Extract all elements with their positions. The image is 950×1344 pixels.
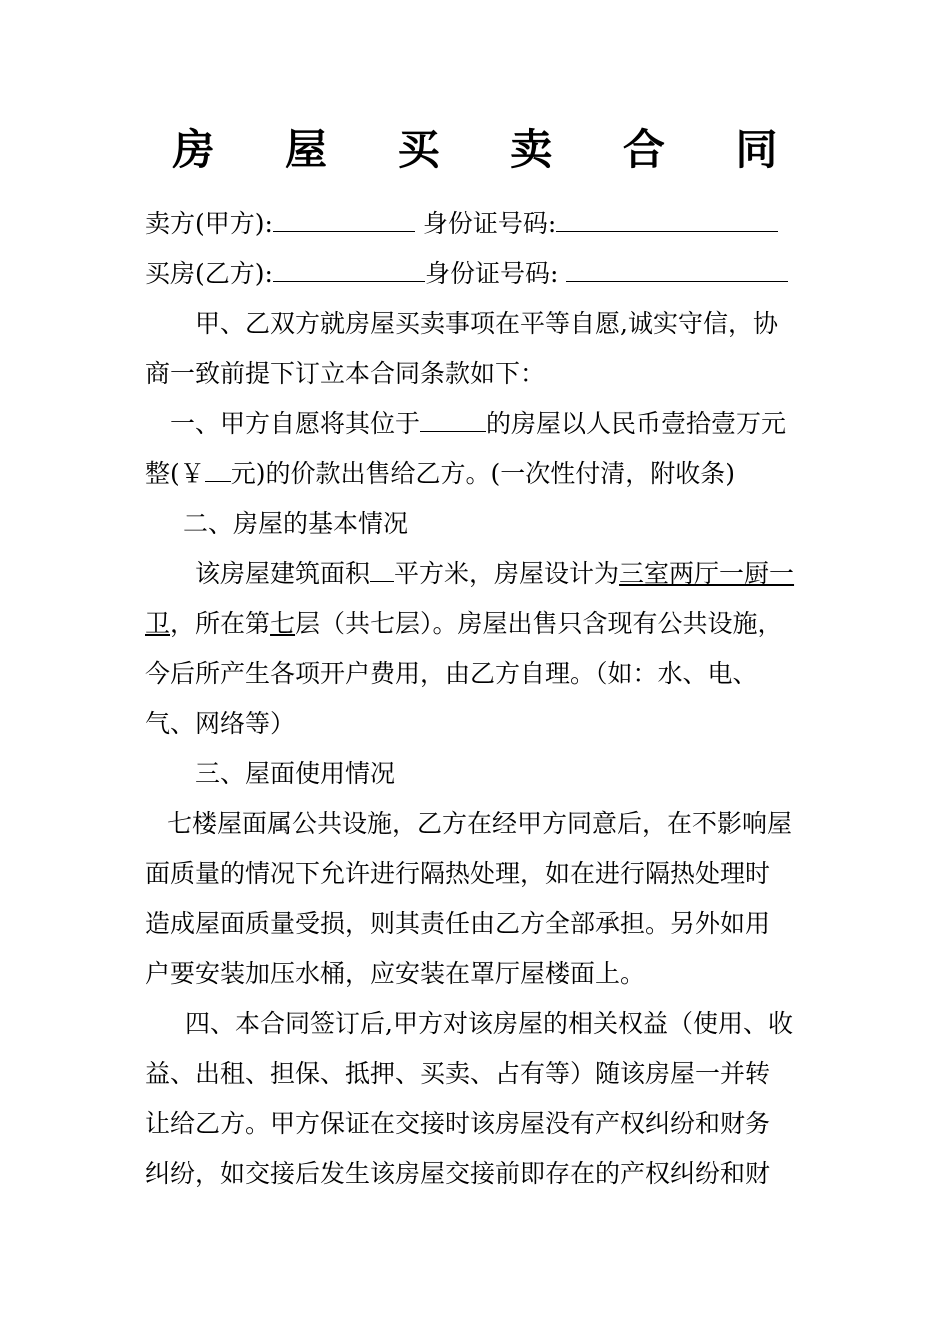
clause1-line-1 [145, 406, 850, 442]
clause2-line-1 [145, 556, 875, 592]
area-blank [370, 559, 394, 582]
clause2-line-2 [145, 606, 825, 642]
seller-name-blank [273, 209, 415, 232]
clause2-text-a: 该房屋建筑面积 [195, 559, 371, 588]
room-layout-value-end: 卫 [145, 609, 171, 638]
intro-line-1: 甲、乙双方就房屋买卖事项在平等自愿,诚实守信，协 [195, 309, 778, 338]
clause3-line-2: 面质量的情况下允许进行隔热处理，如在进行隔热处理时 [145, 859, 771, 888]
clause2-text-c: ，所在第 [170, 609, 271, 638]
clause3-line-4: 户要安装加压水桶，应安装在罩厅屋楼面上。 [145, 959, 646, 988]
seller-line [145, 206, 825, 242]
buyer-name-blank [273, 259, 425, 282]
seller-id-label: 身份证号码: [422, 209, 557, 238]
price-amount-blank [205, 459, 231, 482]
buyer-line [145, 256, 825, 292]
clause2-line-3: 今后所产生各项开户费用，由乙方自理。（如：水、电、 [145, 659, 758, 688]
buyer-label: 买房(乙方): [145, 259, 273, 288]
property-location-blank [420, 409, 486, 432]
clause1-line-2 [145, 456, 825, 492]
clause3-heading: 三、屋面使用情况 [195, 759, 396, 788]
clause2-text-b: 平方米，房屋设计为 [394, 559, 620, 588]
clause1-text-d: 元)的价款出售给乙方。(一次性付清，附收条) [230, 459, 736, 488]
clause2-heading: 二、房屋的基本情况 [183, 509, 409, 538]
clause4-line-1: 四、本合同签订后,甲方对该房屋的相关权益（使用、收 [185, 1009, 793, 1038]
clause1-text-b: 的房屋以人民币壹拾壹万元 [486, 409, 787, 438]
clause3-line-1: 七楼屋面属公共设施，乙方在经甲方同意后，在不影响屋 [167, 809, 793, 838]
clause4-line-2: 益、出租、担保、抵押、买卖、占有等）随该房屋一并转 [145, 1059, 771, 1088]
clause3-line-3: 造成屋面质量受损，则其责任由乙方全部承担。另外如用 [145, 909, 771, 938]
seller-id-blank [556, 209, 778, 232]
clause1-text-c: 整(￥ [145, 459, 205, 488]
clause4-line-4: 纠纷，如交接后发生该房屋交接前即存在的产权纠纷和财 [145, 1159, 771, 1188]
buyer-id-blank [566, 259, 788, 282]
clause2-text-d: 层（共七层）。房屋出售只含现有公共设施， [295, 609, 783, 638]
clause1-text-a: 一、甲方自愿将其位于 [170, 409, 421, 438]
floor-value: 七 [270, 609, 296, 638]
buyer-id-label: 身份证号码: [424, 259, 567, 288]
seller-label: 卖方(甲方): [145, 209, 273, 238]
clause2-line-4: 气、网络等） [145, 709, 296, 738]
room-layout-value: 三室两厅一厨一 [619, 559, 795, 588]
document-title: 房 屋 买 卖 合 同 [172, 125, 806, 174]
intro-line-2: 商一致前提下订立本合同条款如下： [145, 359, 546, 388]
clause4-line-3: 让给乙方。甲方保证在交接时该房屋没有产权纠纷和财务 [145, 1109, 771, 1138]
